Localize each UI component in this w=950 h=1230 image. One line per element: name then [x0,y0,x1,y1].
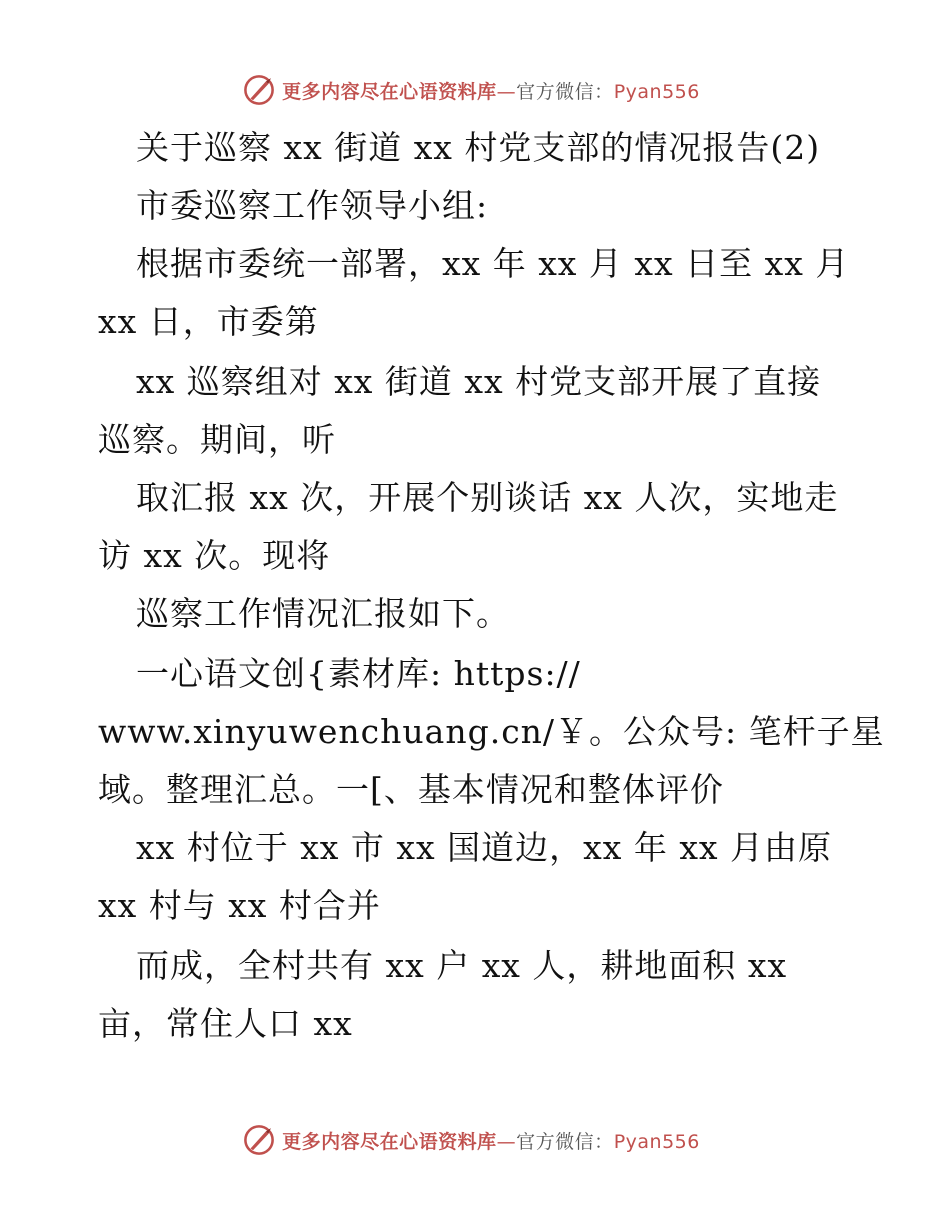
addressee-line: 市委巡察工作领导小组: [136,186,489,225]
header-brand-text: 更多内容尽在心语资料库 [282,80,497,103]
header-wechat-id: Pyan556 [613,80,700,103]
body-line: xx 村位于 xx 市 xx 国道边，xx 年 xx 月由原 [136,828,833,867]
header-dash: — [496,80,517,103]
footer-banner-content [242,1123,700,1157]
document-title: 关于巡察 xx 街道 xx 村党支部的情况报告(2) [136,128,821,167]
body-line: 而成，全村共有 xx 户 xx 人，耕地面积 xx [136,946,788,985]
page-footer-banner [0,1120,950,1160]
footer-banner-text [282,1127,700,1154]
body-line: 巡察工作情况汇报如下。 [136,594,510,633]
footer-dash: — [496,1130,517,1153]
body-line: 一心语文创{素材库: https:// [136,654,581,693]
body-line-url: www.xinyuwenchuang.cn/￥。公众号: 笔杆子星 [98,712,885,751]
footer-brand-text: 更多内容尽在心语资料库 [282,1130,497,1153]
body-line: 域。整理汇总。一[、基本情况和整体评价 [98,770,724,809]
quill-pen-icon [242,1123,276,1157]
body-line: xx 日，市委第 [98,302,319,341]
footer-wechat-id: Pyan556 [613,1130,700,1153]
body-line: 亩，常住人口 xx [98,1004,353,1043]
body-line: 根据市委统一部署，xx 年 xx 月 xx 日至 xx 月 [136,244,850,283]
header-wechat-label: 官方微信： [516,80,614,103]
body-line: 取汇报 xx 次，开展个别谈话 xx 人次，实地走 [136,478,839,517]
body-line: xx 巡察组对 xx 街道 xx 村党支部开展了直接 [136,362,822,401]
body-line: 访 xx 次。现将 [98,536,331,575]
footer-wechat-label: 官方微信： [516,1130,614,1153]
body-line: 巡察。期间，听 [98,420,336,459]
body-line: xx 村与 xx 村合并 [98,886,381,925]
